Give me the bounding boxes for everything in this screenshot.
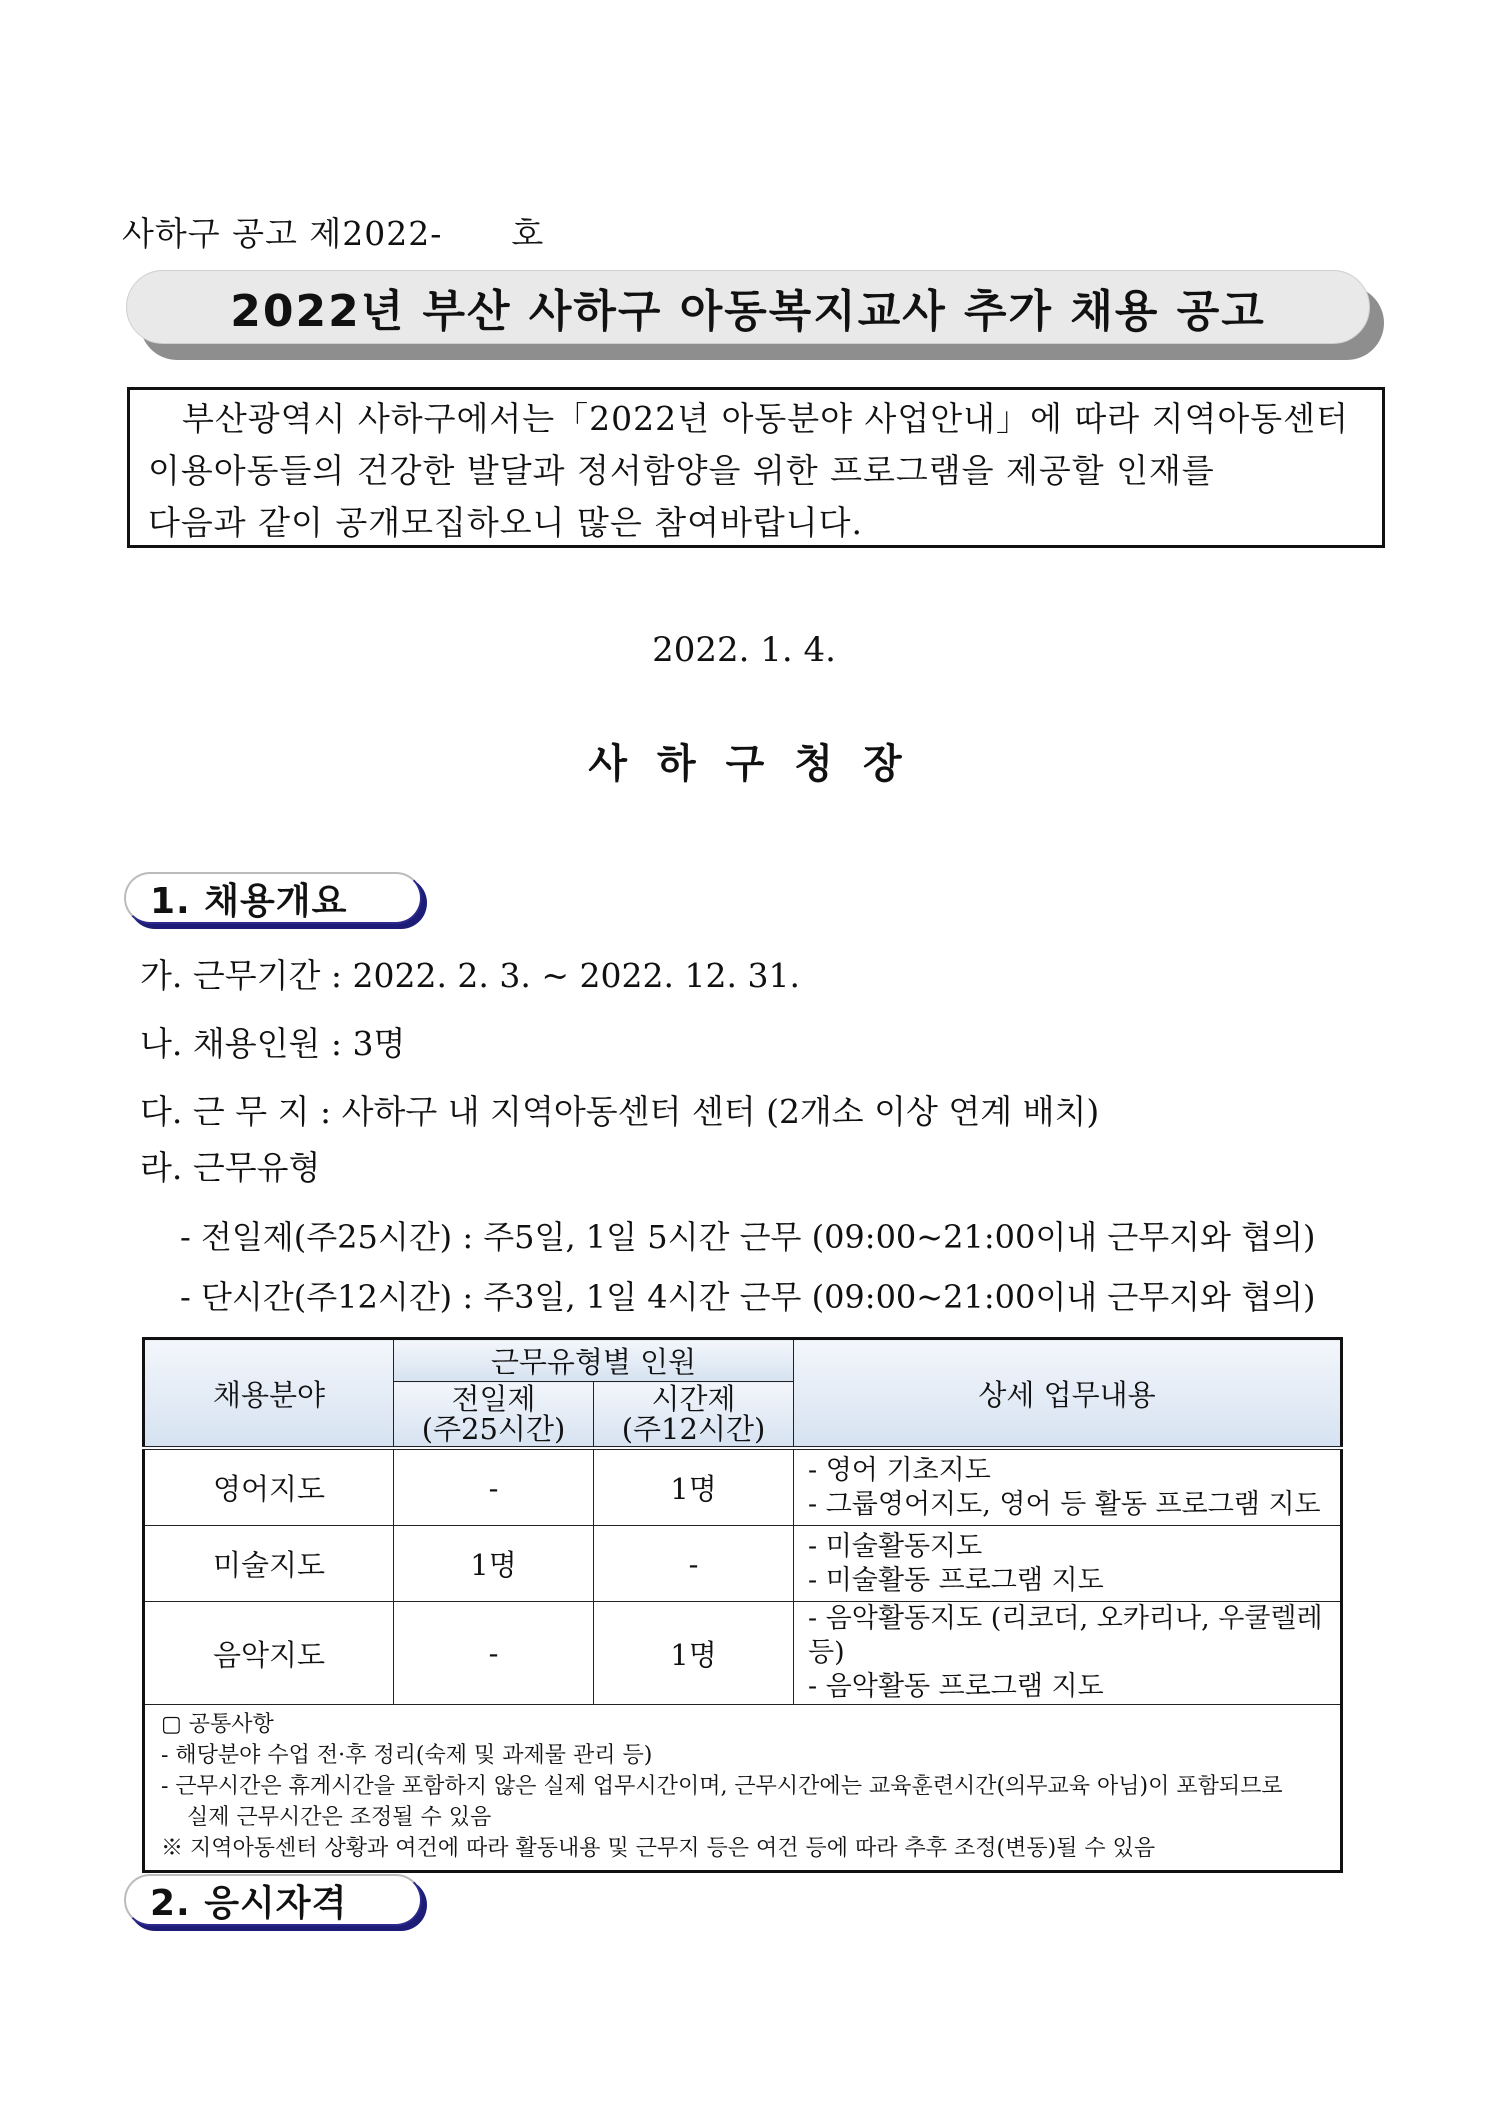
row-detail-2: - 그룹영어지도, 영어 등 활동 프로그램 지도 xyxy=(808,1488,1321,1520)
recruitment-table xyxy=(142,1337,1343,1873)
row-detail-2: - 미술활동 프로그램 지도 xyxy=(808,1564,1104,1596)
section-1-heading: 1. 채용개요 xyxy=(124,872,422,924)
common-line-2: - 근무시간은 휴게시간을 포함하지 않은 실제 업무시간이며, 근무시간에는 교육훈련시간(의무교육 아님)이 포함되므로 xyxy=(161,1774,1283,1799)
row-part: - xyxy=(594,1526,794,1602)
common-title: ▢ 공통사항 xyxy=(161,1712,274,1737)
row-full: - xyxy=(394,1448,594,1526)
common-line-1: - 해당분야 수업 전·후 정리(숙제 및 과제물 관리 등) xyxy=(161,1743,653,1768)
intro-line-2: 이용아동들의 건강한 발달과 정서함양을 위한 프로그램을 제공할 인재를 xyxy=(148,451,1215,490)
header-full-sub: (주25시간) xyxy=(421,1412,566,1446)
header-full-label: 전일제 xyxy=(451,1382,536,1416)
header-part-time xyxy=(594,1382,794,1449)
row-detail xyxy=(794,1602,1342,1705)
page-title: 2022년 부산 사하구 아동복지교사 추가 채용 공고 xyxy=(230,286,1266,337)
row-full: - xyxy=(394,1602,594,1705)
common-notes-row xyxy=(144,1705,1342,1872)
header-part-label: 시간제 xyxy=(651,1382,736,1416)
row-field: 영어지도 xyxy=(144,1448,394,1526)
row-part: 1명 xyxy=(594,1448,794,1526)
row-detail xyxy=(794,1448,1342,1526)
row-detail-1: - 음악활동지도 (리코더, 오카리나, 우쿨렐레 등) xyxy=(808,1603,1323,1668)
intro-box xyxy=(127,387,1385,548)
work-location: 다. 근 무 지 : 사하구 내 지역아동센터 센터 (2개소 이상 연계 배치) xyxy=(140,1092,1100,1131)
table-row xyxy=(144,1448,1342,1526)
headcount: 나. 채용인원 : 3명 xyxy=(140,1024,406,1063)
row-detail xyxy=(794,1526,1342,1602)
row-part: 1명 xyxy=(594,1602,794,1705)
notice-number: 사하구 공고 제2022- 호 xyxy=(122,214,545,253)
work-type: 라. 근무유형 xyxy=(140,1148,321,1187)
common-notes xyxy=(144,1705,1342,1872)
header-part-sub: (주12시간) xyxy=(621,1412,766,1446)
row-field: 음악지도 xyxy=(144,1602,394,1705)
work-type-part: - 단시간(주12시간) : 주3일, 1일 4시간 근무 (09:00~21:00이내 근무지와 협의) xyxy=(180,1278,1316,1316)
intro-line-1: 부산광역시 사하구에서는「2022년 아동분야 사업안내」에 따라 지역아동센터 xyxy=(182,399,1349,438)
row-field: 미술지도 xyxy=(144,1526,394,1602)
row-detail-2: - 음악활동 프로그램 지도 xyxy=(808,1671,1104,1702)
header-by-type: 근무유형별 인원 xyxy=(394,1339,794,1382)
header-field: 채용분야 xyxy=(144,1339,394,1449)
table-row xyxy=(144,1602,1342,1705)
issuer: 사하구청장 xyxy=(588,740,932,787)
common-line-3: 실제 근무시간은 조정될 수 있음 xyxy=(187,1805,492,1830)
table-row xyxy=(144,1526,1342,1602)
row-detail-1: - 영어 기초지도 xyxy=(808,1454,991,1486)
section-2-heading: 2. 응시자격 xyxy=(124,1874,422,1926)
header-full-time xyxy=(394,1382,594,1449)
row-detail-1: - 미술활동지도 xyxy=(808,1530,983,1562)
row-full: 1명 xyxy=(394,1526,594,1602)
work-type-full: - 전일제(주25시간) : 주5일, 1일 5시간 근무 (09:00~21:00이내 근무지와 협의) xyxy=(180,1218,1316,1256)
intro-line-3: 다음과 같이 공개모집하오니 많은 참여바랍니다. xyxy=(148,503,864,542)
work-period: 가. 근무기간 : 2022. 2. 3. ~ 2022. 12. 31. xyxy=(140,956,800,995)
notice-date: 2022. 1. 4. xyxy=(652,630,836,670)
common-note: ※ 지역아동센터 상황과 여건에 따라 활동내용 및 근무지 등은 여건 등에 따라 추후 조정(변동)될 수 있음 xyxy=(161,1836,1156,1861)
title-banner xyxy=(126,270,1370,344)
header-detail: 상세 업무내용 xyxy=(794,1339,1342,1449)
